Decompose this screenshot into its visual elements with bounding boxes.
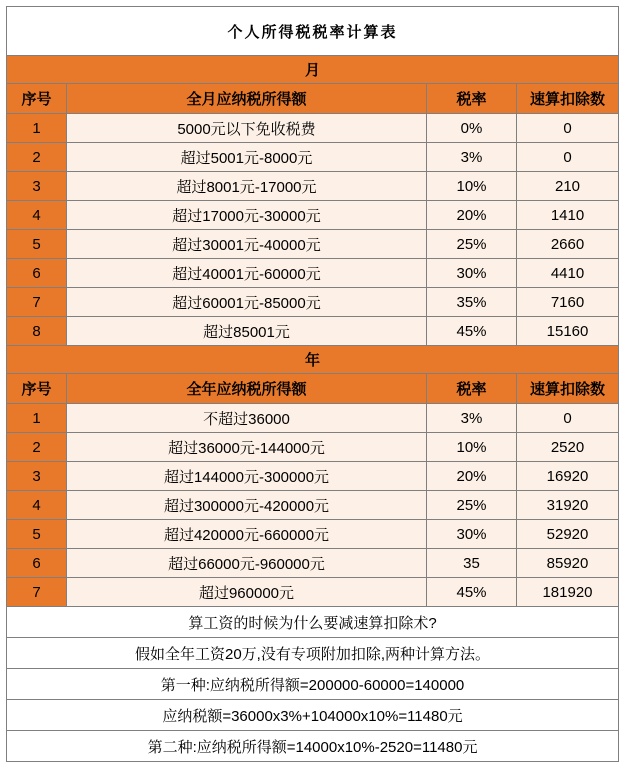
- note-line: 假如全年工资20万,没有专项附加扣除,两种计算方法。: [7, 638, 619, 669]
- row-amount: 超过8001元-17000元: [67, 172, 427, 201]
- row-rate: 20%: [427, 462, 517, 491]
- row-amount: 超过66000元-960000元: [67, 549, 427, 578]
- monthly-section-label: 月: [7, 56, 619, 84]
- row-amount: 超过85001元: [67, 317, 427, 346]
- row-index: 6: [7, 549, 67, 578]
- row-rate: 3%: [427, 404, 517, 433]
- row-rate: 45%: [427, 317, 517, 346]
- monthly-header-amount: 全月应纳税所得额: [67, 84, 427, 114]
- row-index: 2: [7, 433, 67, 462]
- table-row: [7, 201, 619, 230]
- monthly-header-rate: 税率: [427, 84, 517, 114]
- row-index: 7: [7, 578, 67, 607]
- row-amount: 超过17000元-30000元: [67, 201, 427, 230]
- row-index: 5: [7, 520, 67, 549]
- row-amount: 超过420000元-660000元: [67, 520, 427, 549]
- row-deduction: 15160: [517, 317, 619, 346]
- table-row: [7, 578, 619, 607]
- yearly-header-row: [7, 374, 619, 404]
- yearly-header-rate: 税率: [427, 374, 517, 404]
- table-row: [7, 259, 619, 288]
- row-amount: 超过144000元-300000元: [67, 462, 427, 491]
- yearly-header-amount: 全年应纳税所得额: [67, 374, 427, 404]
- table-row: [7, 288, 619, 317]
- row-amount: 超过5001元-8000元: [67, 143, 427, 172]
- row-deduction: 7160: [517, 288, 619, 317]
- title-row: [7, 7, 619, 56]
- note-row: [7, 607, 619, 638]
- row-amount: 超过960000元: [67, 578, 427, 607]
- table-row: [7, 433, 619, 462]
- row-deduction: 0: [517, 114, 619, 143]
- row-amount: 不超过36000: [67, 404, 427, 433]
- note-row: [7, 731, 619, 762]
- row-amount: 超过300000元-420000元: [67, 491, 427, 520]
- row-index: 1: [7, 404, 67, 433]
- row-deduction: 2520: [517, 433, 619, 462]
- note-line: 第二种:应纳税所得额=14000x10%-2520=11480元: [7, 731, 619, 762]
- row-deduction: 85920: [517, 549, 619, 578]
- row-rate: 3%: [427, 143, 517, 172]
- row-index: 7: [7, 288, 67, 317]
- row-amount: 超过30001元-40000元: [67, 230, 427, 259]
- row-amount: 超过40001元-60000元: [67, 259, 427, 288]
- row-amount: 5000元以下免收税费: [67, 114, 427, 143]
- row-index: 4: [7, 201, 67, 230]
- row-rate: 30%: [427, 259, 517, 288]
- monthly-section-row: [7, 56, 619, 84]
- row-index: 6: [7, 259, 67, 288]
- row-deduction: 0: [517, 143, 619, 172]
- table-row: [7, 404, 619, 433]
- row-index: 3: [7, 462, 67, 491]
- row-rate: 25%: [427, 491, 517, 520]
- row-rate: 0%: [427, 114, 517, 143]
- table-row: [7, 172, 619, 201]
- row-rate: 35: [427, 549, 517, 578]
- row-deduction: 52920: [517, 520, 619, 549]
- row-deduction: 31920: [517, 491, 619, 520]
- table-row: [7, 491, 619, 520]
- yearly-section-label: 年: [7, 346, 619, 374]
- row-rate: 45%: [427, 578, 517, 607]
- row-amount: 超过36000元-144000元: [67, 433, 427, 462]
- page-title: 个人所得税税率计算表: [7, 7, 619, 56]
- row-deduction: 16920: [517, 462, 619, 491]
- note-row: [7, 700, 619, 731]
- table-row: [7, 317, 619, 346]
- row-rate: 30%: [427, 520, 517, 549]
- table-row: [7, 549, 619, 578]
- row-index: 8: [7, 317, 67, 346]
- row-deduction: 4410: [517, 259, 619, 288]
- row-rate: 10%: [427, 172, 517, 201]
- row-deduction: 2660: [517, 230, 619, 259]
- monthly-header-deduction: 速算扣除数: [517, 84, 619, 114]
- yearly-header-index: 序号: [7, 374, 67, 404]
- row-rate: 25%: [427, 230, 517, 259]
- note-row: [7, 669, 619, 700]
- row-deduction: 210: [517, 172, 619, 201]
- row-index: 3: [7, 172, 67, 201]
- yearly-section-row: [7, 346, 619, 374]
- table-row: [7, 114, 619, 143]
- tax-rate-table: [6, 6, 619, 762]
- yearly-header-deduction: 速算扣除数: [517, 374, 619, 404]
- table-row: [7, 462, 619, 491]
- table-row: [7, 143, 619, 172]
- row-index: 1: [7, 114, 67, 143]
- row-index: 2: [7, 143, 67, 172]
- monthly-header-row: [7, 84, 619, 114]
- row-deduction: 181920: [517, 578, 619, 607]
- monthly-header-index: 序号: [7, 84, 67, 114]
- note-row: [7, 638, 619, 669]
- row-rate: 10%: [427, 433, 517, 462]
- note-line: 算工资的时候为什么要减速算扣除术?: [7, 607, 619, 638]
- note-line: 应纳税额=36000x3%+104000x10%=11480元: [7, 700, 619, 731]
- row-rate: 35%: [427, 288, 517, 317]
- table-row: [7, 520, 619, 549]
- table-row: [7, 230, 619, 259]
- row-index: 4: [7, 491, 67, 520]
- row-amount: 超过60001元-85000元: [67, 288, 427, 317]
- row-deduction: 1410: [517, 201, 619, 230]
- row-deduction: 0: [517, 404, 619, 433]
- row-rate: 20%: [427, 201, 517, 230]
- row-index: 5: [7, 230, 67, 259]
- note-line: 第一种:应纳税所得额=200000-60000=140000: [7, 669, 619, 700]
